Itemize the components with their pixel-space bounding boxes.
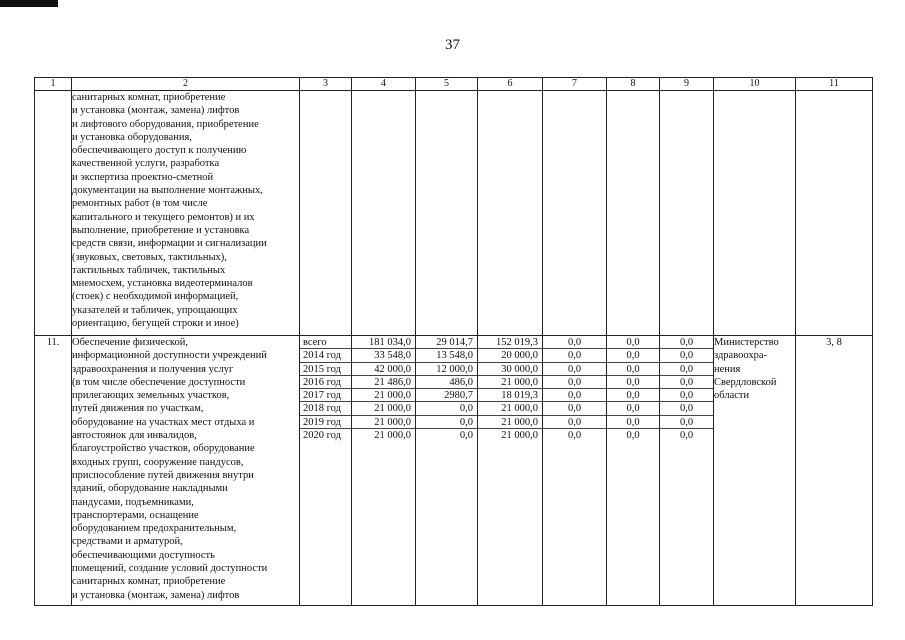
value-cell: 0,0: [543, 389, 606, 402]
row-11: [35, 336, 873, 606]
value-cell: 0,0: [660, 389, 713, 402]
text-line: транспортерами, оснащение: [72, 509, 199, 521]
column-number: 3: [300, 78, 352, 91]
text-line: оборудованием предохранительным,: [72, 523, 237, 535]
value-cell: 33 548,0: [352, 349, 415, 362]
column-number: 6: [478, 78, 543, 91]
value-cell: 0,0: [543, 416, 606, 429]
text-line: (в том числе обеспечение доступности: [72, 376, 246, 388]
text-line: качественной услуги, разработка: [72, 158, 220, 170]
cell-empty: [352, 91, 416, 336]
text-line: приспособление путей движения внутри: [72, 469, 254, 481]
column-number: 4: [352, 78, 416, 91]
column-number: 9: [660, 78, 714, 91]
year-cell: 2015 год: [300, 363, 351, 376]
value-cell: 152 019,3: [478, 336, 542, 349]
text-line: прилегающих земельных участков,: [72, 390, 230, 402]
value-cell: 0,0: [660, 416, 713, 429]
value-cell: 0,0: [543, 336, 606, 349]
col8-values: [607, 336, 660, 606]
value-cell: 18 019,3: [478, 389, 542, 402]
text-line: и установка (монтаж, замена) лифтов: [72, 589, 240, 601]
col6-values: [478, 336, 543, 606]
value-cell: 21 000,0: [374, 430, 411, 442]
year-cell: 2014 год: [300, 349, 351, 362]
cell-empty: [300, 91, 352, 336]
value-cell: 486,0: [416, 376, 477, 389]
text-line: средств связи, информации и сигнализации: [72, 238, 267, 250]
value-cell: 2980,7: [416, 389, 477, 402]
year-cell: 2017 год: [300, 389, 351, 402]
cell-empty: [660, 91, 714, 336]
value-cell: 0,0: [567, 430, 582, 442]
text-line: здравоохранения и получения услуг: [72, 363, 234, 375]
value-cell: 13 548,0: [416, 349, 477, 362]
value-cell: 0,0: [459, 430, 473, 442]
cell-empty: [543, 91, 607, 336]
value-cell: 42 000,0: [352, 363, 415, 376]
text-line: мнемосхем, установка видеотерминалов: [72, 278, 253, 290]
value-cell: 21 000,0: [478, 402, 542, 415]
value-cell: 0,0: [607, 389, 659, 402]
column-number: 10: [714, 78, 796, 91]
text-line: здравоохра-: [714, 350, 767, 362]
text-line: Министерство: [714, 337, 779, 348]
value-cell: 29 014,7: [416, 336, 477, 349]
cell-empty: [35, 91, 72, 336]
value-cell: 21 000,0: [352, 389, 415, 402]
text-line: тактильных табличек, тактильных: [72, 264, 226, 276]
text-line: и экспертиза проектно-сметной: [72, 171, 214, 183]
text-line: нения: [714, 363, 741, 375]
value-cell: 0,0: [543, 349, 606, 362]
text-line: пандусами, подъемниками,: [72, 496, 194, 508]
executor-cell: [714, 336, 796, 606]
text-line: входных групп, сооружение пандусов,: [72, 456, 244, 468]
cell-empty: [416, 91, 478, 336]
value-cell: 12 000,0: [416, 363, 477, 376]
scan-corner-mark: [0, 0, 58, 7]
page-number: 37: [445, 37, 460, 53]
year-cell: всего: [300, 336, 351, 349]
value-cell: 0,0: [660, 349, 713, 362]
cell-empty: [607, 91, 660, 336]
value-cell: 0,0: [416, 402, 477, 415]
value-cell: 0,0: [660, 402, 713, 415]
text-line: санитарных комнат, приобретение: [72, 576, 226, 588]
value-cell: 0,0: [679, 430, 694, 442]
value-cell: 0,0: [607, 336, 659, 349]
program-table: [34, 77, 873, 606]
value-cell: 0,0: [607, 402, 659, 415]
text-line: и установка оборудования,: [72, 131, 192, 143]
value-cell: 21 486,0: [352, 376, 415, 389]
year-column: [300, 336, 352, 606]
cell-empty: [478, 91, 543, 336]
row-number: 11.: [35, 336, 72, 606]
text-line: ремонтных работ (в том числе: [72, 198, 208, 210]
text-line: благоустройство участков, оборудование: [72, 443, 255, 455]
text-line: указателей и табличек, упрощающих: [72, 304, 238, 316]
value-cell: 20 000,0: [478, 349, 542, 362]
value-cell: 0,0: [543, 363, 606, 376]
value-cell: 0,0: [660, 376, 713, 389]
cell-empty: [714, 91, 796, 336]
value-cell: 0,0: [543, 376, 606, 389]
value-cell: 21 000,0: [478, 416, 542, 429]
continued-description: [72, 91, 300, 336]
col5-values: [416, 336, 478, 606]
column-number: 8: [607, 78, 660, 91]
value-cell: 21 000,0: [352, 416, 415, 429]
value-cell: 0,0: [660, 336, 713, 349]
text-line: средствами и арматурой,: [72, 536, 183, 548]
text-line: санитарных комнат, приобретение: [72, 92, 226, 103]
value-cell: 0,0: [626, 430, 640, 442]
text-line: оборудование на участках мест отдыха и: [72, 416, 255, 428]
text-line: и лифтового оборудования, приобретение: [72, 118, 259, 130]
text-line: путей движения по участкам,: [72, 403, 204, 415]
value-cell: 0,0: [543, 402, 606, 415]
year-cell: 2016 год: [300, 376, 351, 389]
text-line: Свердловской: [714, 376, 777, 388]
text-line: (стоек) с необходимой информацией,: [72, 291, 239, 303]
text-line: капитального и текущего ремонтов) и их: [72, 211, 255, 223]
col9-values: [660, 336, 714, 606]
column-number: 7: [543, 78, 607, 91]
column-number: 11: [796, 78, 873, 91]
text-line: автостоянок для инвалидов,: [72, 430, 197, 442]
text-line: зданий, оборудование накладными: [72, 483, 228, 495]
column-number: 5: [416, 78, 478, 91]
value-cell: 30 000,0: [478, 363, 542, 376]
text-line: Обеспечение физической,: [72, 337, 188, 348]
value-cell: 181 034,0: [352, 336, 415, 349]
value-cell: 21 000,0: [478, 376, 542, 389]
text-line: помещений, создание условий доступности: [72, 563, 268, 575]
text-line: (звуковых, световых, тактильных),: [72, 251, 227, 263]
text-line: документации на выполнение монтажных,: [72, 185, 263, 197]
continued-row: [35, 91, 873, 336]
year-cell: 2020 год: [303, 430, 341, 442]
text-line: обеспечивающего доступ к получению: [72, 145, 247, 157]
value-cell: 0,0: [660, 363, 713, 376]
cell-empty: [796, 91, 873, 336]
text-line: выполнение, приобретение и установка: [72, 224, 250, 236]
year-cell: 2019 год: [300, 416, 351, 429]
targets-cell: 3, 8: [796, 336, 873, 606]
text-line: информационной доступности учреждений: [72, 350, 267, 362]
value-cell: 0,0: [607, 416, 659, 429]
text-line: обеспечивающими доступность: [72, 549, 215, 561]
value-cell: 0,0: [416, 416, 477, 429]
text-line: ориентацию, бегущей строки и иное): [72, 318, 239, 330]
value-cell: 0,0: [607, 376, 659, 389]
text-line: области: [714, 390, 750, 402]
col4-values: [352, 336, 416, 606]
value-cell: 21 000,0: [501, 430, 538, 442]
year-cell: 2018 год: [300, 402, 351, 415]
value-cell: 0,0: [607, 363, 659, 376]
value-cell: 0,0: [607, 349, 659, 362]
column-number: 2: [72, 78, 300, 91]
value-cell: 21 000,0: [352, 402, 415, 415]
row-11-description: [72, 336, 300, 606]
column-number: 1: [35, 78, 72, 91]
text-line: и установка (монтаж, замена) лифтов: [72, 105, 240, 117]
col7-values: [543, 336, 607, 606]
column-number-row: [35, 78, 873, 91]
